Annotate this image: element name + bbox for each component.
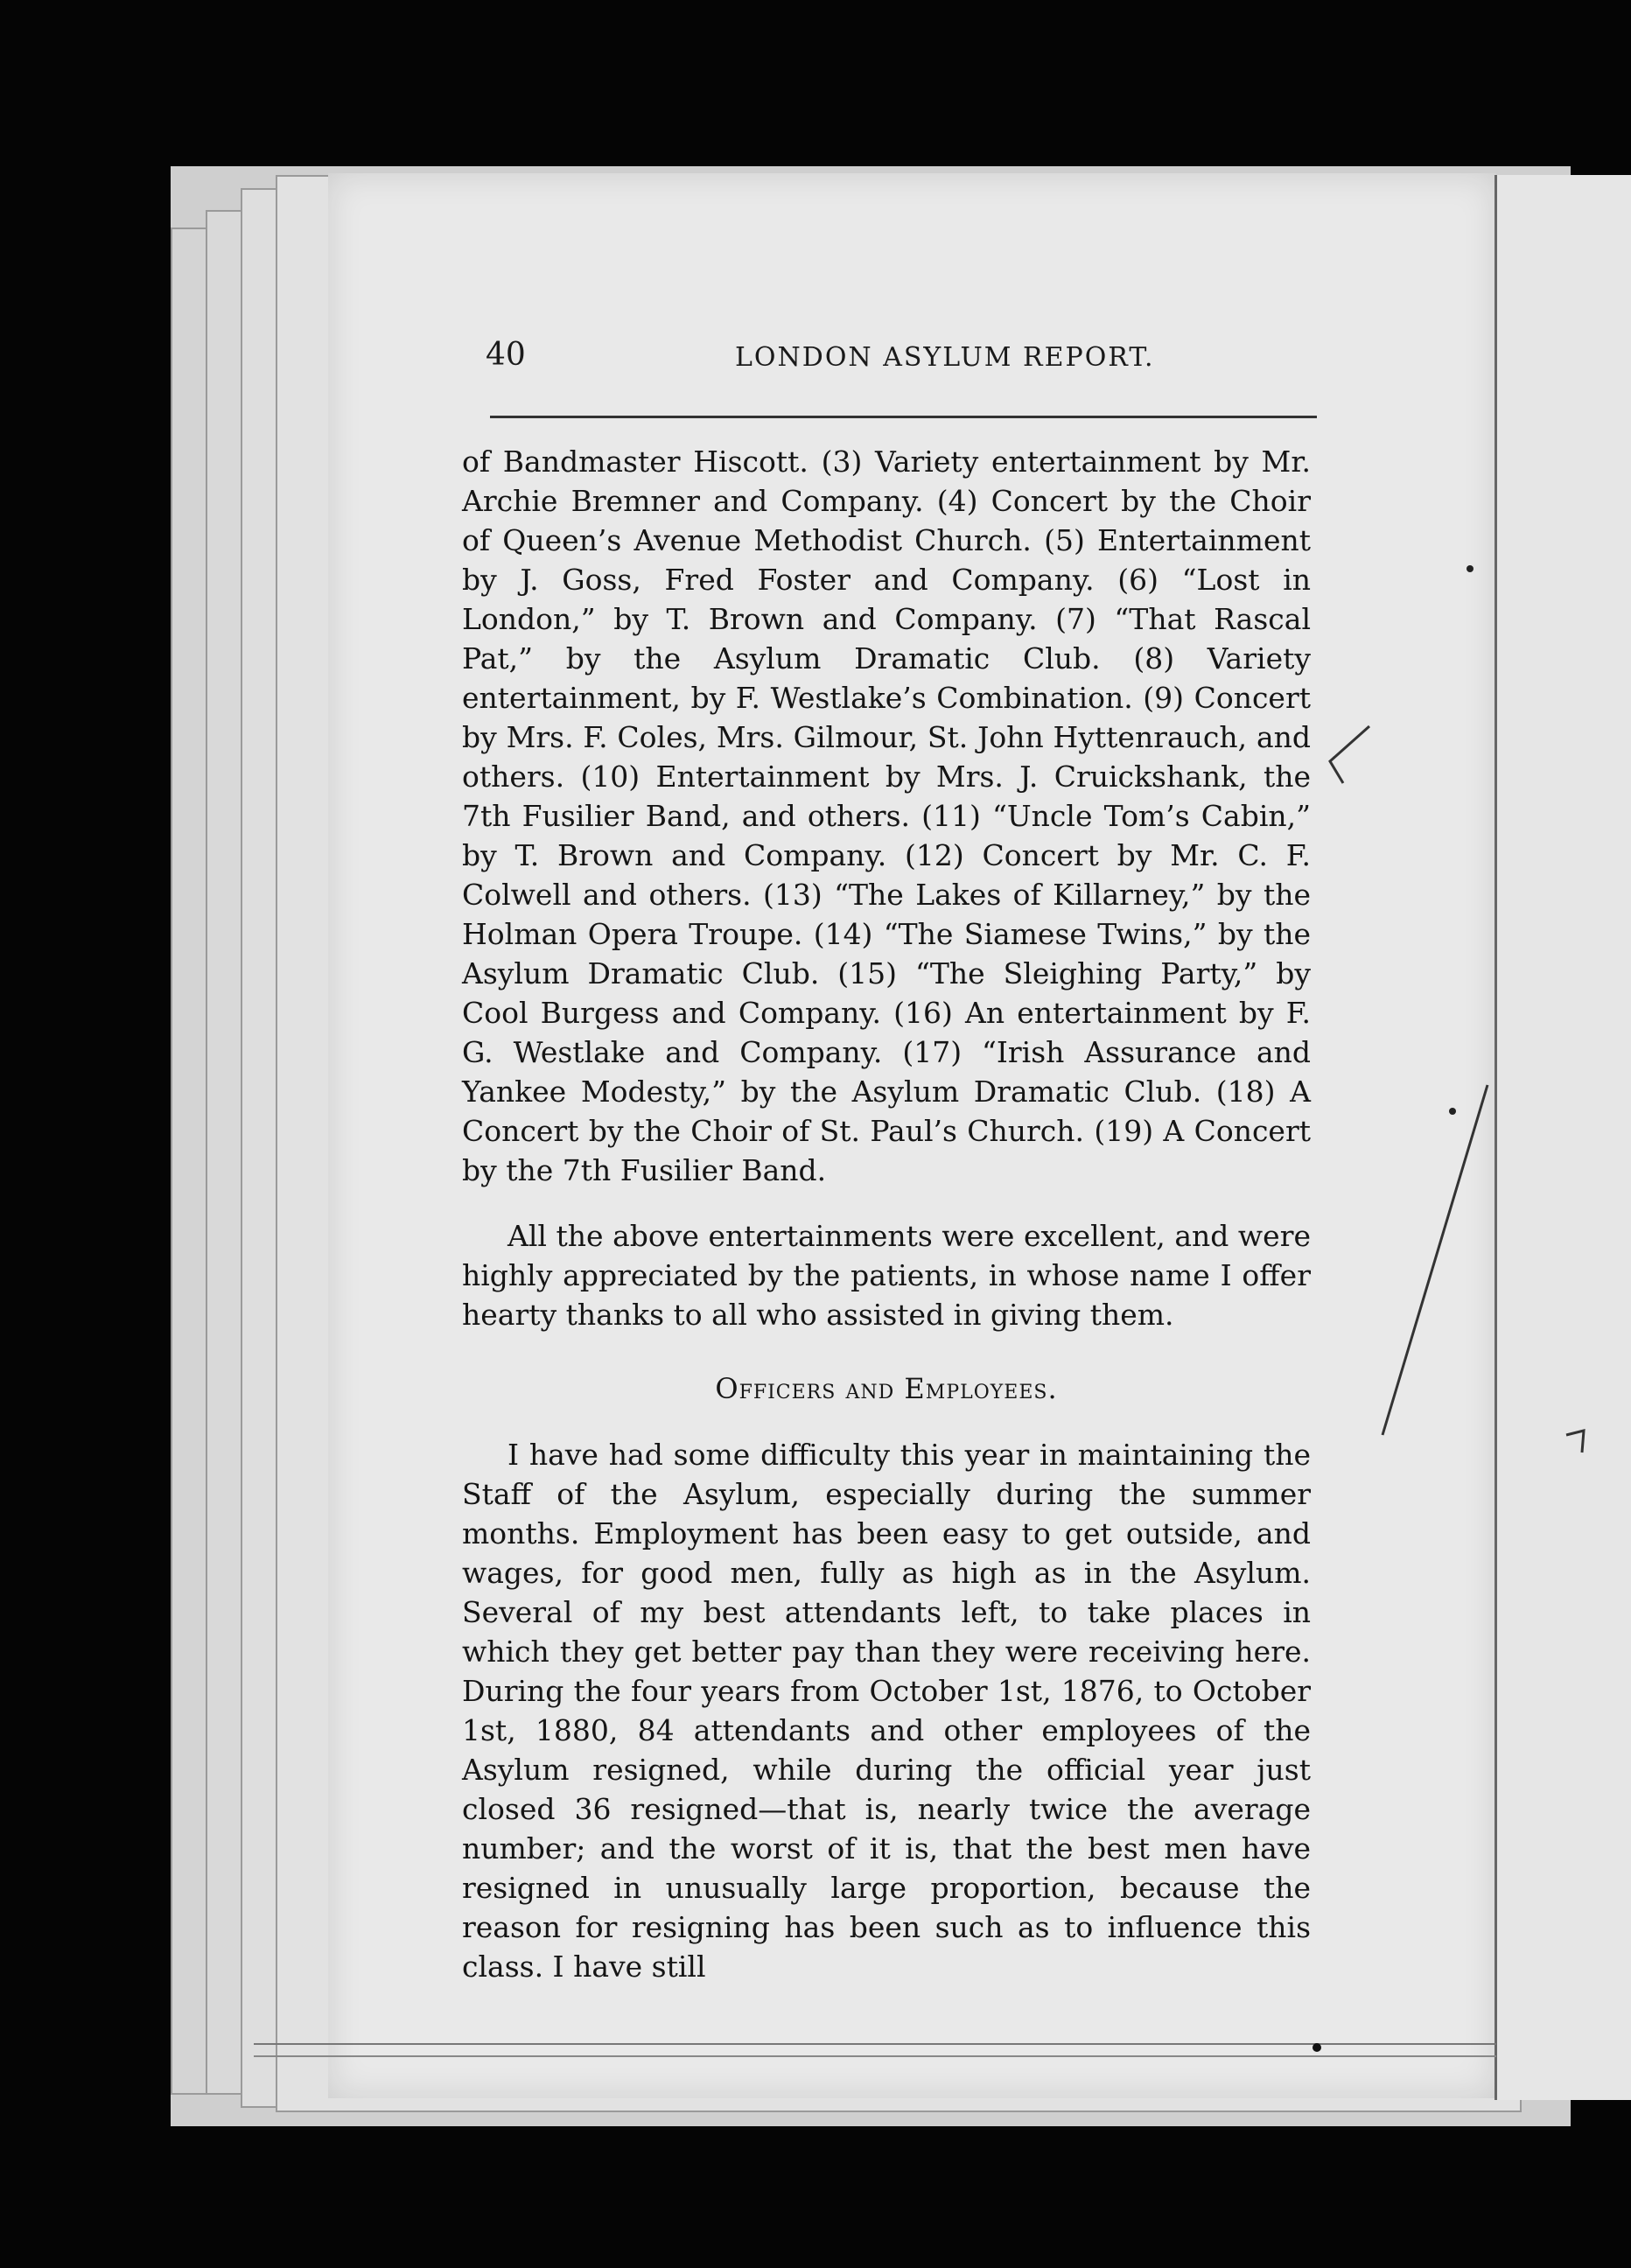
- pencil-mark: [1566, 1431, 1584, 1452]
- paragraph: All the above entertainments were excellent, and were highly appreciated by the patients, in whose name I offer hearty thanks to all who assisted in giving them.: [462, 1219, 1311, 1332]
- pencil-line: [1382, 1085, 1488, 1435]
- page-number: 40: [486, 337, 526, 373]
- paragraph: I have had some difficulty this year in maintaining the Staff of the Asylum, especially during the summer months. Employment has been easy to get outside, and wages, for good men, fully as high as in the Asylum. Several of my best attendants left, to take places in which they get better pay than they were receiving here. During the four years from October 1st, 1876, to October 1st, 1880, 84 attendants and other employees of the Asylum resigned, while during the official year just closed 36 resigned—that is, nearly twice the average number; and the worst of it is, that the best men have resigned in unusually large proportion, because the reason for resigning has been such as to influence this class. I have still: [462, 1438, 1311, 1984]
- speck: [1449, 1108, 1456, 1115]
- running-head-title: LONDON ASYLUM REPORT.: [735, 342, 1155, 373]
- section-heading: Officers and Employees.: [715, 1372, 1058, 1405]
- pencil-tick: [1330, 726, 1369, 783]
- speck: [1312, 2043, 1321, 2052]
- paragraph: of Bandmaster Hiscott. (3) Variety entertainment by Mr. Archie Bremner and Company. (4) Concert by the Choir of Queen’s Avenue Methodist Church. (5) Entertainment by J. Goss, Fred Foster and Company. (6) “Lost in London,” by T. Brown and Company. (7) “That Rascal Pat,” by the Asylum Dramatic Club. (8) Variety entertainment, by F. Westlake’s Combination. (9) Concert by Mrs. F. Coles, Mrs. Gilmour, St. John Hyttenrauch, and others. (10) Entertainment by Mrs. J. Cruickshank, the 7th Fusilier Band, and others. (11) “Uncle Tom’s Cabin,” by T. Brown and Company. (12) Concert by Mr. C. F. Colwell and others. (13) “The Lakes of Killarney,” by the Holman Opera Troupe. (14) “The Siamese Twins,” by the Asylum Dramatic Club. (15) “The Sleighing Party,” by Cool Burgess and Company. (16) An entertainment by F. G. Westlake and Company. (17) “Irish Assurance and Yankee Modesty,” by the Asylum Dramatic Club. (18) A Concert by the Choir of St. Paul’s Church. (19) A Concert by the 7th Fusilier Band.: [462, 444, 1311, 1187]
- speck: [1466, 565, 1474, 572]
